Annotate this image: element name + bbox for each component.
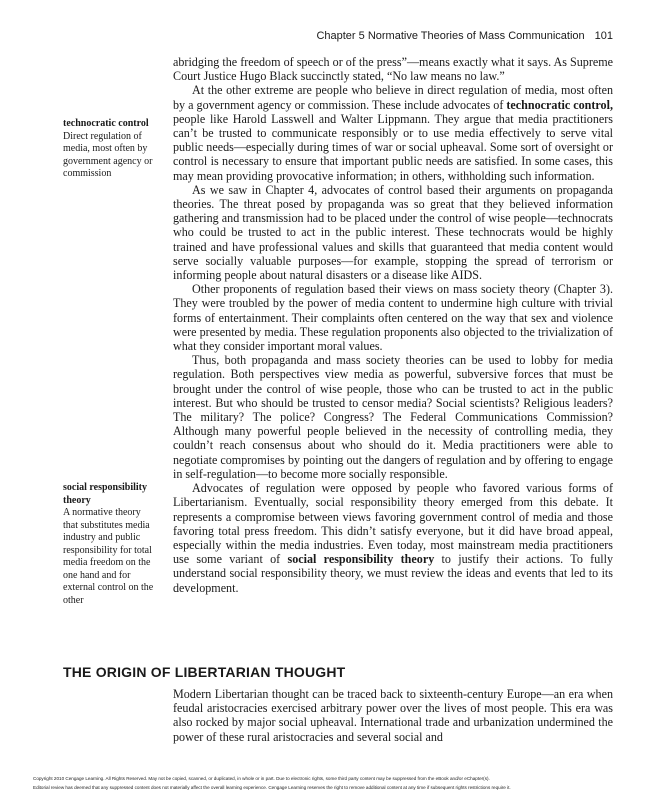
paragraph: As we saw in Chapter 4, advocates of control based their arguments on propaganda theories. The threat posed by propaganda was so great that they believed information gathering and transmission had to be placed under the control of wise people—technocrats who could be trusted to act in the public interest. These technocrats would be highly trained and have professional values and skills that guaranteed that media content would serve socially valuable purposes—for example, stopping the spread of terrorism or informing people about natural disasters or a disease like AIDS. bbox=[173, 182, 613, 283]
margin-term: technocratic control bbox=[63, 118, 149, 129]
margin-note bbox=[63, 118, 155, 181]
margin-term: social responsibility theory bbox=[63, 482, 147, 506]
paragraph: Thus, both propaganda and mass society theories can be used to lobby for media regulation. Both perspectives view media as powerful, subversive forces that must be brought under the control of wise people, those who can be trusted to act in the public interest. But who should be trusted to censor media? Social scientists? Religious leaders? The military? The police? Congress? The Federal Communications Commission? Although many powerful people believed in the necessity of controlling media, they couldn’t reach consensus about who should do it. Media practitioners were able to negotiate compromises by pointing out the dangers of regulation and by offering to engage in self-regulation—to become more socially responsible. bbox=[173, 353, 613, 481]
running-title: Chapter 5 Normative Theories of Mass Communication bbox=[316, 30, 585, 42]
section-heading: THE ORIGIN OF LIBERTARIAN THOUGHT bbox=[63, 664, 346, 680]
section-text bbox=[173, 687, 613, 744]
margin-definition: Direct regulation of media, most often by government agency or commission bbox=[63, 130, 153, 179]
paragraph: abridging the freedom of speech or of the press”—means exactly what it says. As Supreme Court Justice Hugo Black succinctly stated, “No law means no law.” bbox=[173, 55, 613, 84]
paragraph: Other proponents of regulation based their views on mass society theory (Chapter 3). They were troubled by the power of media content to undermine high culture with trivial forms of entertainment. Their complaints often centered on the way that sex and violence were presented by media. These regulation proponents also objected to the trivialization of what they consider important moral values. bbox=[173, 282, 613, 354]
paragraph: Advocates of regulation were opposed by people who favored various forms of Libertarianism. Eventually, social responsibility theory emerged from this debate. It represents a compromise between views favoring government control of media and those favoring total press freedom. This didn’t satisfy everyone, but it did have broad appeal, especially within the media industries. Even today, most mainstream media practitioners use some variant of social responsibility theory to justify their actions. To fully understand social responsibility theory, we must review the ideas and events that led to its development. bbox=[173, 481, 614, 595]
paragraph: Modern Libertarian thought can be traced back to sixteenth-century Europe—an era when feudal aristocracies exercised arbitrary power over the lives of most people. This era was also rocked by major social upheaval. International trade and urbanization undermined the power of these rural aristocracies and several social and bbox=[173, 687, 613, 744]
editorial-notice: Editorial review has deemed that any suppressed content does not materially affect the overall learning experience. Cengage Learning reserves the right to remove additional content at any time if subsequent rights restrictions require it. bbox=[33, 785, 511, 790]
key-term-social-responsibility-theory: social responsibility theory bbox=[287, 552, 435, 567]
page-number: 101 bbox=[594, 30, 613, 42]
key-term-technocratic-control: technocratic control, bbox=[506, 97, 613, 112]
main-text bbox=[173, 55, 613, 595]
paragraph: At the other extreme are people who believe in direct regulation of media, most often by a government agency or commission. These include advocates of technocratic control, people like Harold Lasswell and Walter Lippmann. They argue that media practitioners can’t be trusted to communicate responsibly or to use media effectively to serve vital public needs—especially during times of war or social upheaval. Some sort of oversight or control is necessary to ensure that important public needs are satisfied. In some cases, this may mean providing provocative information; in others, withholding such information. bbox=[173, 83, 613, 183]
running-header bbox=[300, 30, 613, 42]
copyright-notice: Copyright 2010 Cengage Learning. All Rights Reserved. May not be copied, scanned, or duplicated, in whole or in part. Due to electronic rights, some third party content may be suppressed from the eBook and/or eChapter(s). bbox=[33, 776, 490, 781]
margin-note bbox=[63, 482, 155, 607]
margin-definition: A normative theory that substitutes media industry and public responsibility for total media freedom on the one hand and for external control on the other bbox=[63, 507, 154, 606]
